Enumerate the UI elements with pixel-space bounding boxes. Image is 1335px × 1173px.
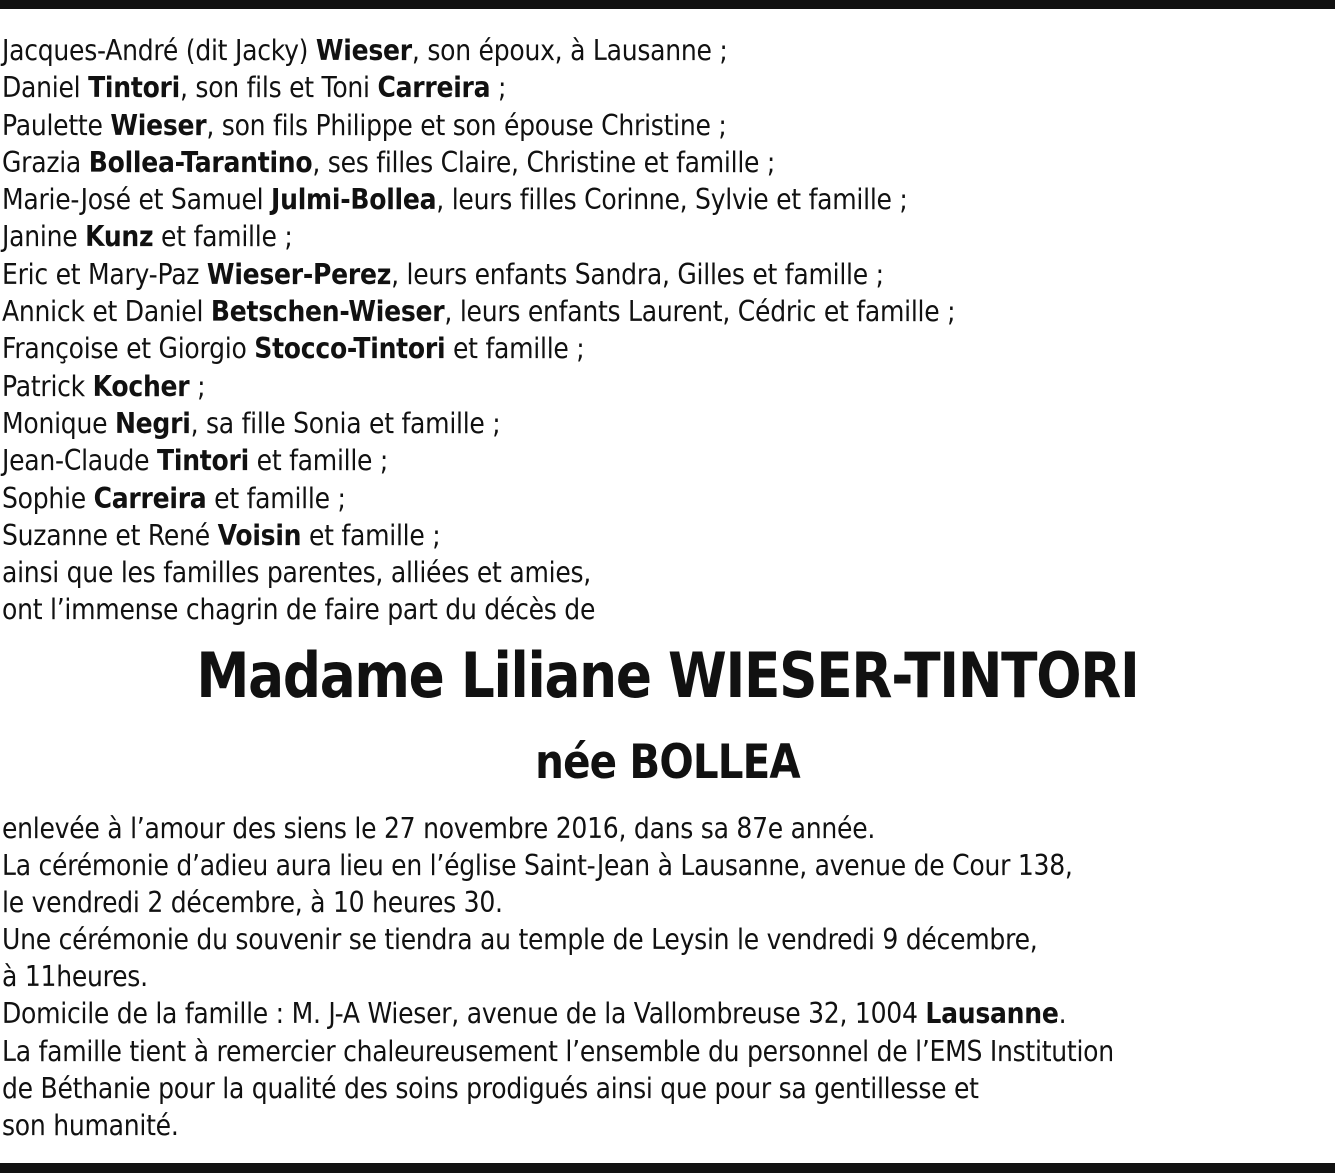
detail-line-text bbox=[2, 1070, 979, 1107]
detail-line bbox=[2, 921, 1266, 958]
family-line-text bbox=[2, 330, 584, 367]
surname: Wieser bbox=[315, 34, 412, 67]
text-segment: ont l’immense chagrin de faire part du décès de bbox=[2, 593, 596, 627]
text-segment: , son époux, à Lausanne ; bbox=[411, 34, 728, 67]
surname: Tintori bbox=[157, 444, 249, 478]
detail-line bbox=[2, 1107, 1266, 1144]
detail-line bbox=[2, 884, 1266, 921]
detail-line bbox=[2, 847, 1266, 884]
surname: Voisin bbox=[217, 518, 302, 552]
text-segment: Eric et Mary-Paz bbox=[2, 257, 207, 291]
detail-line-text bbox=[2, 1107, 179, 1144]
text-segment: Françoise et Giorgio bbox=[2, 332, 255, 366]
family-line bbox=[2, 107, 1085, 144]
text-segment: , sa fille Sonia et famille ; bbox=[190, 406, 501, 440]
family-line-text bbox=[2, 181, 908, 218]
family-line bbox=[2, 181, 1085, 218]
family-line-text bbox=[2, 256, 884, 293]
detail-line-text bbox=[2, 1033, 1114, 1070]
family-line bbox=[2, 405, 1085, 442]
family-line bbox=[2, 480, 1085, 517]
text-segment: Domicile de la famille : M. J-A Wieser, avenue de la Vallombreuse 32, 1004 bbox=[2, 997, 926, 1031]
text-segment: Une cérémonie du souvenir se tiendra au temple de Leysin le vendredi 9 décembre, bbox=[2, 923, 1038, 957]
surname: Wieser-Perez bbox=[206, 257, 392, 291]
detail-line-text bbox=[2, 847, 1073, 884]
detail-line bbox=[2, 810, 1266, 847]
text-segment: Suzanne et René bbox=[2, 518, 218, 552]
text-segment: enlevée à l’amour des siens le 27 novembre 2016, dans sa 87e année. bbox=[2, 812, 876, 845]
family-line bbox=[2, 218, 1085, 255]
text-segment: Janine bbox=[2, 220, 86, 254]
detail-line bbox=[2, 1070, 1266, 1107]
text-segment: et famille ; bbox=[153, 220, 293, 254]
detail-line-text bbox=[2, 958, 148, 995]
maiden-name-text: née BOLLEA bbox=[535, 735, 800, 790]
detail-line-text bbox=[2, 995, 1066, 1032]
family-line-text bbox=[2, 442, 388, 479]
text-segment: La cérémonie d’adieu aura lieu en l’église Saint-Jean à Lausanne, avenue de Cour 138, bbox=[2, 849, 1073, 883]
detail-line bbox=[2, 995, 1266, 1032]
family-line-text bbox=[2, 554, 591, 591]
text-segment: Monique bbox=[2, 406, 115, 440]
family-line-text bbox=[2, 32, 728, 69]
text-segment: Jean-Claude bbox=[2, 444, 158, 478]
family-line bbox=[2, 256, 1085, 293]
family-line-text bbox=[2, 293, 955, 330]
deceased-name bbox=[93, 636, 1241, 716]
surname: Carreira bbox=[377, 71, 491, 105]
surname: Bollea-Tarantino bbox=[88, 145, 313, 179]
surname: Lausanne bbox=[925, 997, 1059, 1031]
family-line-text bbox=[2, 480, 346, 517]
surname: Carreira bbox=[93, 481, 207, 515]
surname: Kunz bbox=[85, 220, 154, 254]
text-segment: Annick et Daniel bbox=[2, 295, 211, 329]
text-segment: Daniel bbox=[2, 71, 89, 105]
maiden-name bbox=[93, 730, 1241, 796]
family-line-text bbox=[2, 107, 727, 144]
surname: Julmi-Bollea bbox=[271, 183, 437, 217]
family-line bbox=[2, 554, 1085, 591]
text-segment: , leurs enfants Sandra, Gilles et famille ; bbox=[391, 257, 884, 291]
text-segment: et famille ; bbox=[206, 481, 346, 515]
text-segment: La famille tient à remercier chaleureusement l’ensemble du personnel de l’EMS Institution bbox=[2, 1034, 1114, 1068]
text-segment: , leurs filles Corinne, Sylvie et famille ; bbox=[436, 183, 908, 217]
text-segment: , son fils Philippe et son épouse Christine ; bbox=[206, 108, 727, 142]
text-segment: de Béthanie pour la qualité des soins prodigués ainsi que pour sa gentillesse et bbox=[2, 1071, 979, 1105]
family-line bbox=[2, 69, 1085, 106]
surname: Tintori bbox=[88, 71, 180, 105]
family-line bbox=[2, 144, 1085, 181]
text-segment: , leurs enfants Laurent, Cédric et famille ; bbox=[444, 295, 956, 329]
surname: Kocher bbox=[92, 369, 190, 403]
family-list bbox=[2, 32, 1085, 629]
family-line-text bbox=[2, 405, 500, 442]
text-segment: ; bbox=[490, 71, 507, 105]
family-line-text bbox=[2, 517, 440, 554]
text-segment: et famille ; bbox=[445, 332, 585, 366]
detail-line-text bbox=[2, 921, 1037, 958]
text-segment: Patrick bbox=[2, 369, 93, 403]
top-rule bbox=[0, 0, 1335, 9]
detail-line bbox=[2, 958, 1266, 995]
text-segment: Paulette bbox=[2, 108, 111, 142]
bottom-rule bbox=[0, 1163, 1335, 1173]
family-line-text bbox=[2, 591, 595, 628]
family-line bbox=[2, 591, 1085, 628]
surname: Negri bbox=[114, 406, 191, 440]
text-segment: . bbox=[1058, 997, 1067, 1031]
family-line bbox=[2, 32, 1085, 69]
text-segment: , son fils et Toni bbox=[179, 71, 378, 105]
text-segment: et famille ; bbox=[248, 444, 389, 478]
surname: Stocco-Tintori bbox=[254, 332, 446, 366]
family-line bbox=[2, 293, 1085, 330]
text-segment: Marie-José et Samuel bbox=[2, 183, 272, 217]
details-list bbox=[2, 810, 1266, 1144]
family-line bbox=[2, 442, 1085, 479]
surname: Wieser bbox=[110, 108, 207, 142]
family-line bbox=[2, 368, 1085, 405]
text-segment: à 11heures. bbox=[2, 960, 148, 994]
family-line-text bbox=[2, 144, 775, 181]
surname: Betschen-Wieser bbox=[210, 295, 445, 329]
text-segment: Sophie bbox=[2, 481, 94, 515]
family-line-text bbox=[2, 368, 205, 405]
family-line-text bbox=[2, 69, 506, 106]
deceased-name-text: Madame Liliane WIESER-TINTORI bbox=[196, 639, 1139, 712]
family-line-text bbox=[2, 218, 293, 255]
text-segment: Jacques-André (dit Jacky) bbox=[2, 34, 316, 67]
family-line bbox=[2, 330, 1085, 367]
text-segment: , ses filles Claire, Christine et famille ; bbox=[312, 145, 776, 179]
text-segment: le vendredi 2 décembre, à 10 heures 30. bbox=[2, 886, 503, 920]
text-segment: son humanité. bbox=[2, 1108, 179, 1142]
text-segment: Grazia bbox=[2, 145, 89, 179]
detail-line-text bbox=[2, 810, 875, 847]
text-segment: et famille ; bbox=[301, 518, 441, 552]
family-line bbox=[2, 517, 1085, 554]
text-segment: ; bbox=[189, 369, 206, 403]
detail-line bbox=[2, 1033, 1266, 1070]
text-segment: ainsi que les familles parentes, alliées et amies, bbox=[2, 556, 591, 590]
detail-line-text bbox=[2, 884, 503, 921]
